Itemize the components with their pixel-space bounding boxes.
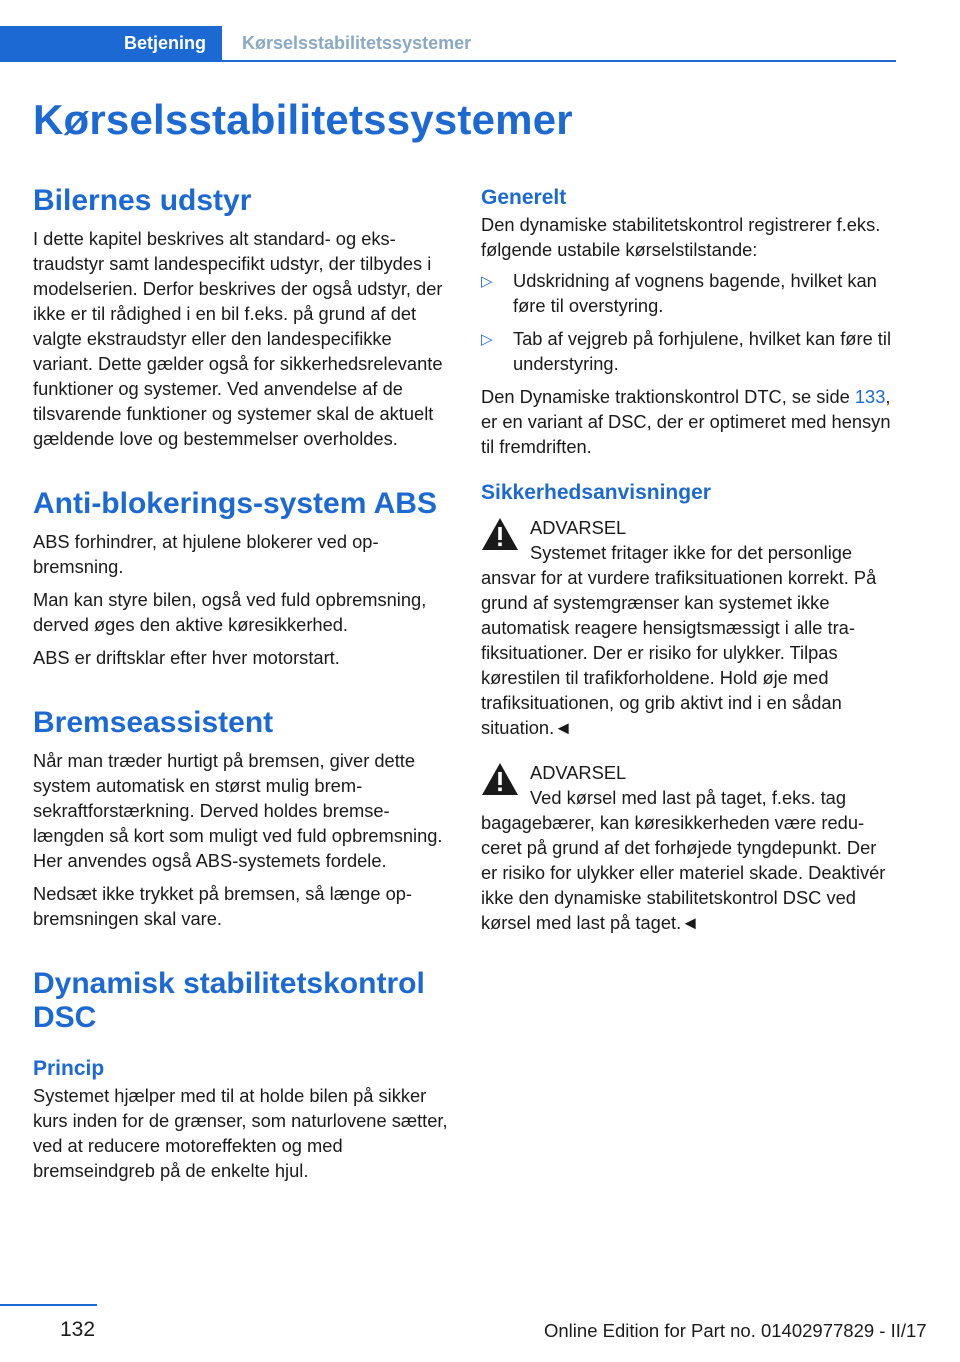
warning-block [481,760,896,935]
dtc-text: , er en variant af DSC, der er optimeret med hensyn til fremdriften. [481,386,891,457]
subsection-title-princip: Princip [33,1057,105,1080]
footer-rule [0,1304,97,1306]
header-section-label: Betjening [123,33,206,53]
paragraph: Systemet hjælper med til at holde bilen på sikker kurs inden for de grænser, som naturlovene sætter, ved at reducere motoreffekten og med bremseindgreb på de enkelte hjul. [33,1085,448,1181]
page-title: Kørselsstabilitetssystemer [33,96,573,143]
list-item-text: Tab af vejgreb på forhjulene, hvilket kan føre til understyring. [513,328,892,374]
paragraph: Man kan styre bilen, også ved fuld opbremsning, derved øges den aktive køresikkerhed. [33,589,427,635]
subsection-title-sikkerhed: Sikkerhedsanvisninger [481,481,711,504]
paragraph: Den dynamiske stabilitetskontrol registrerer f.eks. følgende ustabile kørselstilstande: [481,214,881,260]
warning-icon [481,762,519,796]
page-link-133[interactable]: 133 [854,386,886,407]
edition-note: Online Edition for Part no. 01402977829 - II/17 [544,1320,927,1341]
warning-label: ADVARSEL [530,517,627,538]
right-column [481,184,896,935]
list-item-text: Udskridning af vognens bagende, hvilket kan føre til overstyring. [513,270,877,316]
warning-block [481,515,896,740]
section-title-udstyr: Bilernes udstyr [33,184,252,217]
left-column [33,184,448,1183]
paragraph: Nedsæt ikke trykket på bremsen, så længe opbremsningen skal vare. [33,883,413,929]
page-number: 132 [60,1318,96,1341]
subsection-title-generelt: Generelt [481,186,567,209]
warning-text-first: Systemet fritager ikke for det personlige [530,542,853,563]
header-section-tab [0,26,222,60]
dtc-text: Den Dynamiske traktionskontrol DTC, se side [481,386,855,407]
paragraph-dtc [481,384,896,459]
paragraph: ABS er driftsklar efter hver motorstart. [33,647,340,668]
paragraph: Når man træder hurtigt på bremsen, giver dette system automatisk en størst mulig bremsekraftforstærkning. Derved holdes bremselængden så kort som muligt ved fuld opbremsning. Her anvendes også ABS-systemets fordele. [33,750,443,871]
section-title-abs: Anti-blokerings-system ABS [33,487,437,520]
paragraph: ABS forhindrer, at hjulene blokerer ved opbremsning. [33,531,379,577]
warning-label: ADVARSEL [530,762,627,783]
list-item [481,326,896,376]
warning-text: ansvar for at vurdere trafiksituationen korrekt. På grund af systemgrænser kan systemet ikke automatisk reagere hensigtsmæssigt i alle trafiksituationer. Der er risiko for ulykker. Tilpas kørestilen til trafikforholdene. Hold øje med trafiksituationen, og grib aktivt ind i en sådan situation.◄ [481,567,877,738]
warning-icon [481,517,519,551]
section-title-bremseassistent: Bremseassistent [33,706,274,739]
header-rule [0,60,896,62]
bullet-list [481,268,896,376]
paragraph: I dette kapitel beskrives alt standard- og ekstraudstyr samt landespecifikt udstyr, der tilbydes i modelserien. Derfor beskrives der også udstyr, der ikke er til rådighed i en bil f.eks. på grund af det valgte ekstraudstyr eller den landespecifikke variant. Dette gælder også for sikkerhedsrelevante funktioner og systemer. Ved anvendelse af de tilsvarende funktioner og systemer skal de aktuelt gældende love og bestemmelser overholdes. [33,228,443,449]
warning-text-first: Ved kørsel med last på taget, f.eks. tag [530,787,847,808]
section-title-dsc: Dynamisk stabilitetskontrol DSC [33,967,425,1034]
warning-text: bagagebærer, kan køresikkerheden være reduceret på grund af det forhøjede tyngdepunkt. Der er risiko for ulykker eller materiel skade. Deaktivér ikke den dynamiske stabilitetskontrol DSC ved kørsel med last på taget.◄ [481,812,886,933]
header-chapter-tab: Kørselsstabilitetssystemer [242,33,472,53]
triangle-bullet-icon: ▷ [481,273,493,290]
triangle-bullet-icon: ▷ [481,331,493,348]
list-item [481,268,896,318]
